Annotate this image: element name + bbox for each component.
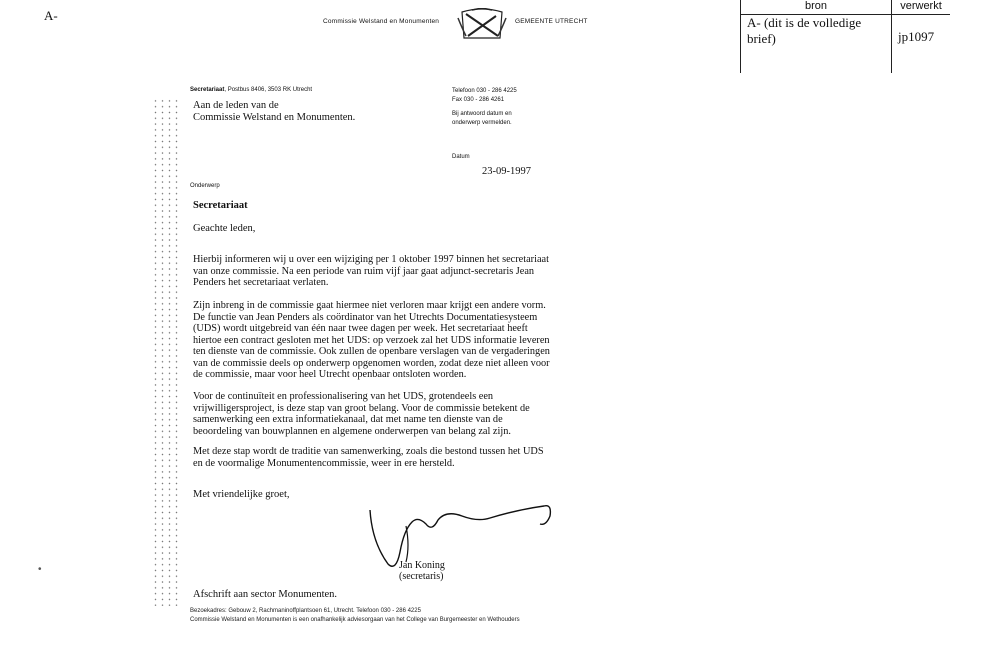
processed-cell: jp1097 <box>892 15 951 74</box>
sender-address: , Postbus 8406, 3503 RK Utrecht <box>224 87 313 93</box>
signatory-title: (secretaris) <box>399 571 444 582</box>
sender-label: Secretariaat <box>190 87 225 93</box>
reference-table <box>740 0 950 73</box>
contact-phone: Telefoon 030 - 286 4225 <box>452 88 517 94</box>
letterhead-municipality: GEMEENTE UTRECHT <box>515 18 588 25</box>
paragraph-3: Voor de continuïteit en professionalisering van het UDS, grotendeels een vrijwilligersproject, is deze stap van groot belang. Voor de commissie betekent de samenwerking een extra informatiekanaal, dat met name ten dienste van de beoordeling van bouwplannen en algemene onderwerpen van belang zal zijn. <box>193 391 530 437</box>
cc-line: Afschrift aan sector Monumenten. <box>193 589 338 600</box>
margin-dot: • <box>38 564 42 575</box>
col-header-source: bron <box>741 0 892 15</box>
footer-line-1: Bezoekadres: Gebouw 2, Rachmaninoffplantsoen 61, Utrecht. Telefoon 030 - 286 4225 <box>190 608 421 614</box>
source-cell: A- (dit is de volledige brief) <box>741 15 892 74</box>
contact-fax: Fax 030 - 286 4261 <box>452 96 505 103</box>
addressee-line-1: Aan de leden van de <box>193 100 279 111</box>
date-value: 23-09-1997 <box>482 166 531 177</box>
subject-label: Onderwerp <box>190 183 220 189</box>
contact-note-2: onderwerp vermelden. <box>452 119 512 126</box>
signatory <box>399 560 445 582</box>
sender-line <box>190 87 312 93</box>
signatory-name: Jan Koning <box>399 560 445 571</box>
subject-value: Secretariaat <box>193 200 248 211</box>
letterhead-commission: Commissie Welstand en Monumenten <box>323 18 440 25</box>
closing: Met vriendelijke groet, <box>193 489 290 500</box>
paragraph-4: Met deze stap wordt de traditie van samenwerking, zoals die bestond tussen het UDS en de voormalige Monumentencommissie, weer in ere hersteld. <box>193 446 544 469</box>
paragraph-2: Zijn inbreng in de commissie gaat hiermee niet verloren maar krijgt een andere vorm. De functie van Jean Penders als coördinator van het Utrechts Documentatiesysteem (UDS) wordt uitgebreid van één naar twee dagen per week. Het secretariaat heeft hiertoe een contract gesloten met het UDS: op verzoek zal het UDS informatie leveren ten dienste van de commissie. Ook zullen de openbare verslagen van de vergaderingen van de commissie deels op onderwerp opgenomen worden, zodat deze niet alleen voor de commissie, maar voor heel Utrecht openbaar ontsloten worden. <box>193 300 550 380</box>
salutation: Geachte leden, <box>193 223 256 234</box>
addressee-line-2: Commissie Welstand en Monumenten. <box>193 111 356 123</box>
contact-block <box>452 87 517 127</box>
margin-dots <box>152 98 182 606</box>
footer-line-2: Commissie Welstand en Monumenten is een onafhankelijk adviesorgaan van het College van Burgemeester en Wethouders <box>190 617 520 623</box>
corner-mark: A- <box>44 8 58 23</box>
date-label: Datum <box>452 154 470 160</box>
contact-note-1: Bij antwoord datum en <box>452 111 512 117</box>
signature-icon <box>366 502 556 574</box>
col-header-processed: verwerkt <box>892 0 951 15</box>
paragraph-1: Hierbij informeren wij u over een wijziging per 1 oktober 1997 binnen het secretariaat van onze commissie. Na een periode van ruim vijf jaar gaat adjunct-secretaris Jean Penders het secretariaat verlaten. <box>193 254 549 288</box>
addressee <box>193 100 355 123</box>
city-crest-icon <box>456 8 508 42</box>
